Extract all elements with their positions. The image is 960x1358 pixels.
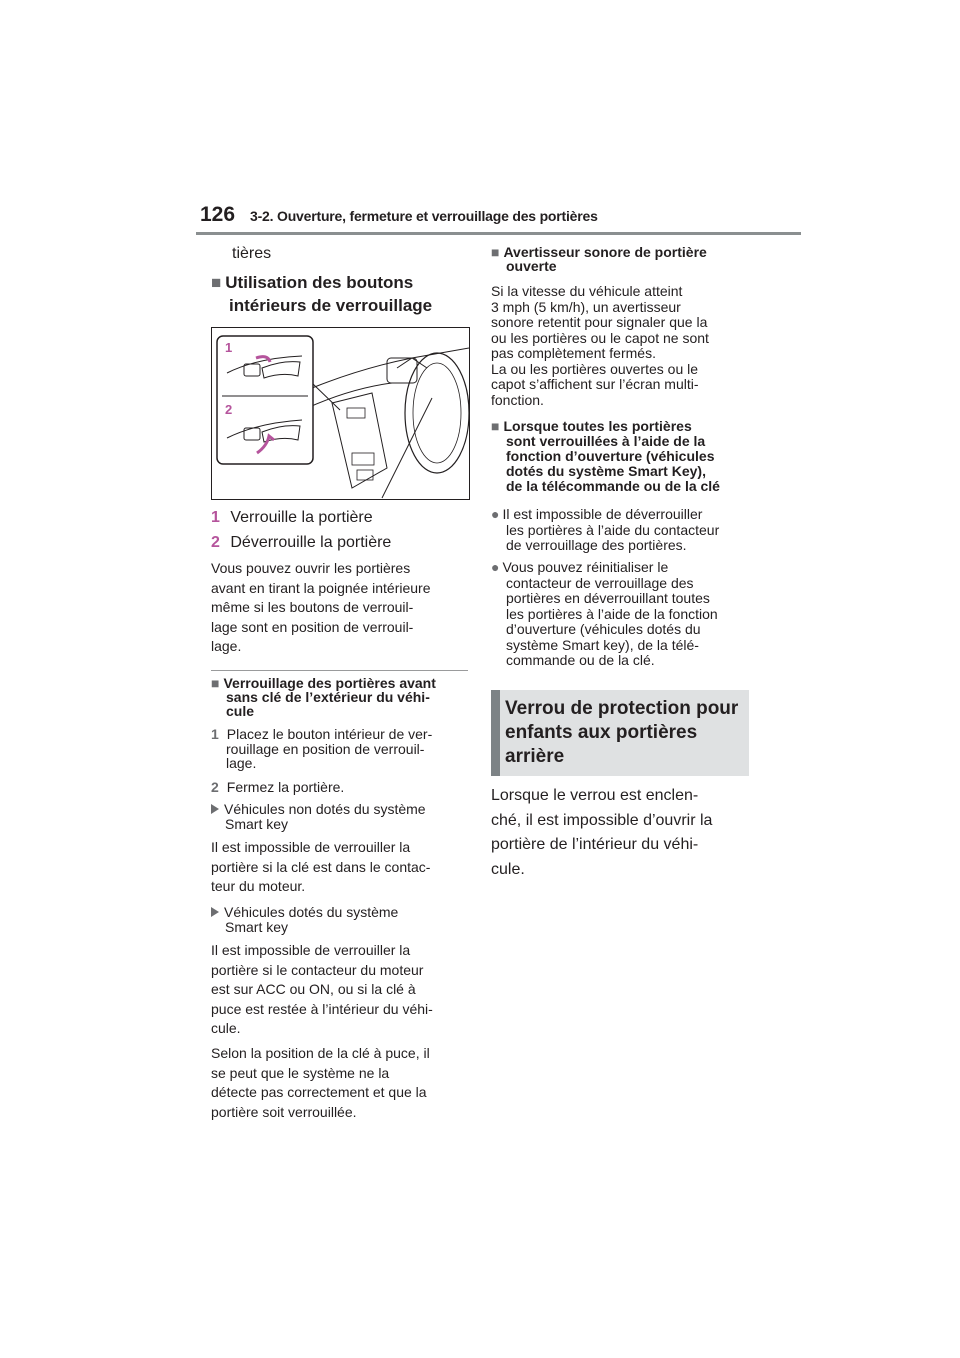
legend-text: Verrouille la portière: [230, 509, 373, 526]
continued-text: tières: [232, 245, 272, 262]
text-line: portière soit verrouillée.: [211, 1103, 357, 1120]
text-line: portière si la clé est dans le contac-: [211, 858, 431, 875]
heading-line: ouverte: [506, 258, 557, 274]
square-bullet-icon: ■: [491, 418, 500, 434]
text-line: puce est restée à l’intérieur du véhi-: [211, 1000, 433, 1017]
heading-all-doors-locked: [491, 419, 761, 494]
heading-line: Verrouillage des portières avant: [223, 675, 436, 691]
text-line: fonction.: [491, 391, 544, 408]
text-line: teur du moteur.: [211, 878, 306, 894]
divider: [211, 670, 468, 671]
text-line: de verrouillage des portières.: [506, 537, 687, 553]
section-heading-inside-lock: [211, 272, 471, 317]
text-line: Vous pouvez réinitialiser le: [502, 559, 669, 575]
illustration-label-2: 2: [225, 402, 233, 417]
text-line: lage.: [211, 638, 242, 654]
heading-line: arrière: [505, 746, 565, 767]
text-line: lage.: [226, 755, 257, 771]
heading-line: Verrou de protection pour: [505, 698, 739, 719]
door-lock-illustration: [211, 327, 470, 500]
section-title-bar: [491, 690, 500, 776]
text-line: Il est impossible de déverrouiller: [502, 506, 703, 522]
step-number: 1: [211, 726, 219, 742]
section-title-child-lock: [505, 697, 745, 769]
illustration-label-1: 1: [225, 340, 233, 355]
circle-bullet-icon: ●: [491, 559, 500, 575]
heading-line: Avertisseur sonore de portière: [503, 244, 707, 260]
step-number: 2: [211, 779, 219, 795]
text-line: La ou les portières ouvertes ou le: [491, 360, 699, 377]
heading-door-open-alarm: [491, 245, 761, 273]
text-line: même si les boutons de verrouil-: [211, 599, 414, 615]
text-line: Il est impossible de verrouiller la: [211, 942, 411, 958]
text-line: Selon la position de la clé à puce, il: [211, 1045, 430, 1061]
text-line: est sur ACC ou ON, ou si la clé à: [211, 981, 416, 997]
paragraph-child-lock: [491, 784, 761, 882]
text-line: portières en déverrouillant toutes: [506, 590, 710, 606]
triangle-bullet-icon: [211, 907, 219, 917]
header-rule: [196, 232, 801, 235]
text-line: cule.: [491, 860, 525, 878]
text-line: capot s’affichent sur l’écran multi-: [491, 376, 699, 392]
heading-line: intérieurs de verrouillage: [229, 296, 433, 315]
sub-heading-no-smart-key: [211, 802, 471, 832]
heading-line: de la télécommande ou de la clé: [506, 478, 720, 494]
circle-bullet-icon: ●: [491, 506, 500, 522]
text-line: Si la vitesse du véhicule atteint: [491, 283, 683, 299]
text-line: détecte pas correctement et que la: [211, 1084, 427, 1100]
text-line: 3 mph (5 km/h), un avertisseur: [491, 298, 681, 315]
text-line: Véhicules dotés du système: [224, 904, 399, 920]
legend-number: 2: [211, 534, 220, 551]
text-line: cule.: [211, 1020, 241, 1036]
paragraph-key-detection: [211, 1044, 471, 1122]
step-1: [211, 727, 471, 771]
text-line: les portières à l’aide du contacteur: [506, 521, 720, 538]
text-line: portière si le contacteur du moteur: [211, 961, 424, 978]
text-line: commande ou de la clé.: [506, 652, 655, 668]
text-line: ou les portières ou le capot ne sont: [491, 329, 709, 346]
square-bullet-icon: ■: [211, 675, 220, 691]
bullet-unlock-impossible: [491, 507, 761, 554]
text-line: avant en tirant la poignée intérieure: [211, 579, 431, 596]
text-line: portière de l’intérieur du véhi-: [491, 836, 699, 853]
square-bullet-icon: ■: [491, 244, 500, 260]
paragraph-no-smart-key: [211, 838, 471, 897]
text-line: ché, il est impossible d’ouvrir la: [491, 811, 713, 829]
heading-line: fonction d’ouverture (véhicules: [506, 448, 715, 464]
text-line: lage sont en position de verrouil-: [211, 618, 414, 635]
heading-line: sont verrouillées à l’aide de la: [506, 433, 706, 449]
legend-text: Déverrouille la portière: [230, 534, 392, 551]
heading-line: sans clé de l’extérieur du véhi-: [226, 689, 430, 705]
square-bullet-icon: ■: [211, 273, 222, 292]
step-2: [211, 779, 471, 796]
heading-lock-without-key: [211, 676, 471, 718]
heading-line: enfants aux portières: [505, 722, 698, 743]
page-number: 126: [200, 203, 236, 226]
text-line: Lorsque le verrou est enclen-: [491, 787, 699, 804]
text-line: Placez le bouton intérieur de ver-: [226, 726, 433, 742]
text-line: système Smart key), de la télé-: [506, 636, 699, 653]
paragraph-door-open-alarm: [491, 284, 761, 408]
heading-line: cule: [226, 703, 255, 719]
text-line: d’ouverture (véhicules dotés du: [506, 621, 701, 637]
heading-line: Utilisation des boutons: [225, 273, 414, 292]
text-line: Vous pouvez ouvrir les portières: [211, 560, 411, 576]
section-title: 3-2. Ouverture, fermeture et verrouillage des portières: [250, 208, 598, 224]
text-line: rouillage en position de verrouil-: [226, 740, 425, 757]
bullet-reset-switch: [491, 560, 761, 669]
text-line: Véhicules non dotés du système: [224, 801, 426, 817]
heading-line: dotés du système Smart Key),: [506, 463, 706, 479]
paragraph-pull-handle: [211, 559, 471, 657]
text-line: Il est impossible de verrouiller la: [211, 839, 411, 855]
door-lock-drawing: [212, 328, 469, 499]
legend-item-1: [211, 507, 373, 529]
text-line: Smart key: [225, 919, 289, 935]
text-line: se peut que le système ne la: [211, 1064, 390, 1081]
triangle-bullet-icon: [211, 804, 219, 814]
legend-item-2: [211, 532, 391, 554]
heading-line: Lorsque toutes les portières: [503, 418, 692, 434]
text-line: Fermez la portière.: [226, 779, 345, 795]
sub-heading-smart-key: [211, 905, 471, 935]
text-line: contacteur de verrouillage des: [506, 574, 694, 591]
legend-number: 1: [211, 509, 220, 526]
paragraph-smart-key: [211, 941, 471, 1039]
text-line: sonore retentit pour signaler que la: [491, 314, 708, 330]
text-line: Smart key: [225, 816, 289, 832]
text-line: pas complètement fermés.: [491, 345, 656, 361]
text-line: les portières à l’aide de la fonction: [506, 605, 718, 622]
